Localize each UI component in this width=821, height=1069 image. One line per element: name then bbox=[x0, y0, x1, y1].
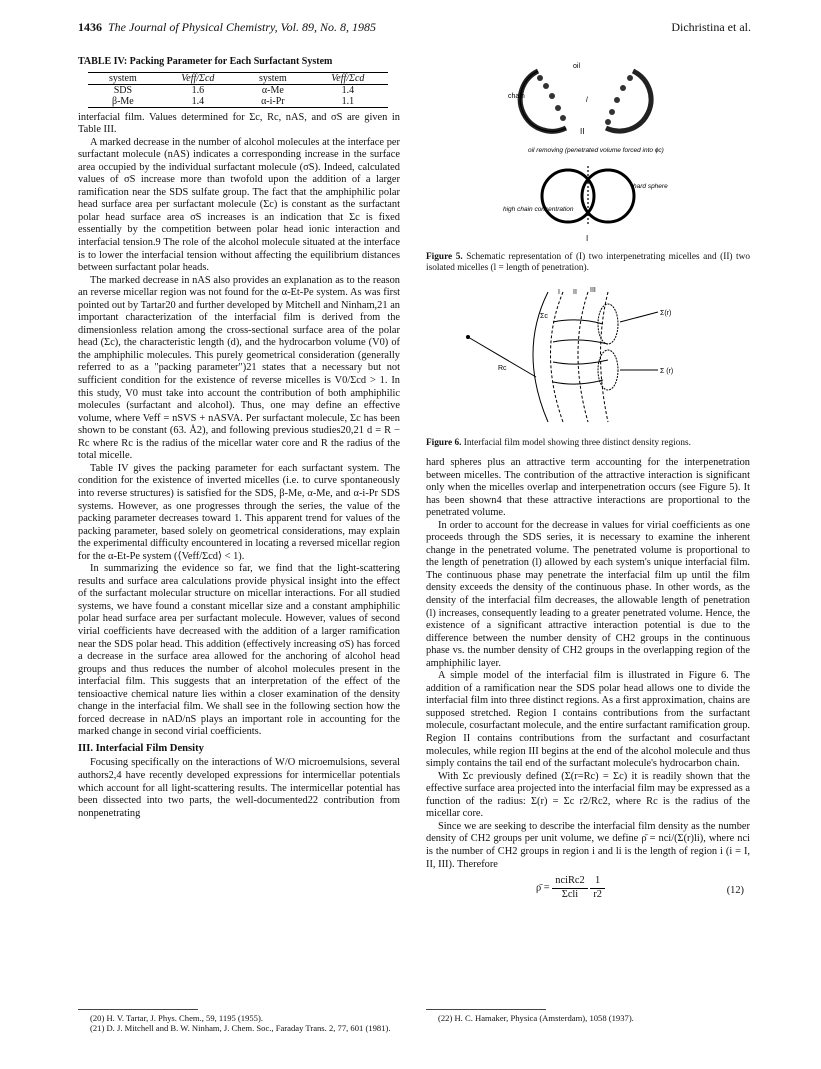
footnote-rule bbox=[426, 1009, 546, 1010]
roman-label: I bbox=[586, 234, 589, 243]
table-header: Veff/Σcd bbox=[308, 72, 388, 84]
right-column bbox=[426, 56, 750, 913]
equation-12 bbox=[426, 875, 750, 909]
body-paragraph: The marked decrease in nAS also provides an explanation as to the reason an reverse micellar region was not found for the α-Et-Pe system. As was first pointed out by Tartar20 and further developed by Mitchell and Ninham,21 an important characterization of the interfacial film is derived from the dimensionless relation among the cross-sectional surface area of the polar head (Σc), the characteristic length (d), and the hydrocarbon volume (V0) of the amphiphilic molecules. This purely geometrical consideration (generally referred to as a "packing parameter")21 states that a necessary but not sufficient condition for the existence of reverse micelles is V0/Σcd > 1. In this study, V0 must take into account the contribution of both amphiphilic molecules (surfactant and alcohol). Thus, one may define an effective volume, where Veff = nSVS + nASVA. Per surfactant molecule, Σc has been shown to be constant (63. Å2), and following previous studies20,21 d = R − Rc where Rc is the radius of the micellar water core and R the radius of the total micelle. bbox=[78, 274, 400, 462]
body-paragraph: Table IV gives the packing parameter for each surfactant system. The condition for the existence of inverted micelles (i.e. to curve spontaneously into reverse structures) is satisfied for the SDS, β-Me, α-Me, and α-i-Pr SDS systems. However, as one progresses through the series, the value of the packing parameter decreases toward 1. This apparent trend for values of the packing parameter, based solely on geometrical considerations, may explain the experimental difficulty encountered in locating a reversed micellar region for the α-Et-Pe system (⟨Veff/Σcd⟩ < 1). bbox=[78, 462, 400, 562]
running-header bbox=[78, 20, 751, 36]
body-paragraph: Since we are seeking to describe the interfacial film density as the number density of CH2 groups per unit volume, we define ρ̄ = nci/(Σ(r)li), where nci is the number of CH2 groups in region i and li is the length of region i (i = I, II, III). Therefore bbox=[426, 820, 750, 870]
equation-denominator: Σcli bbox=[561, 888, 579, 900]
table-cell: α-i-Pr bbox=[238, 96, 308, 108]
equation-fraction bbox=[590, 875, 605, 901]
table-cell: 1.6 bbox=[191, 84, 205, 96]
table-row bbox=[88, 96, 388, 108]
journal-title: The Journal of Physical Chemistry, Vol. 89, No. 8, 1985 bbox=[108, 20, 376, 34]
region-label: III bbox=[590, 287, 596, 294]
footnotes-left bbox=[90, 1013, 402, 1033]
caption-label: Figure 5. bbox=[426, 252, 463, 262]
roman-label: II bbox=[580, 127, 585, 136]
table-header: system bbox=[88, 72, 158, 84]
body-paragraph: interfacial film. Values determined for Σc, Rc, nAS, and σS are given in Table III. bbox=[78, 111, 400, 136]
equation-lhs: ρ̄ = bbox=[536, 882, 550, 894]
equation-numerator: nciRc2 bbox=[552, 875, 587, 889]
body-paragraph: With Σc previously defined (Σ(r=Rc) = Σc) it is readily shown that the effective surface area projected into the interfacial film may be expressed as a function of the radius: Σ(r) = Σc r2/Rc2, where Rc is the radius of the micellar core. bbox=[426, 770, 750, 820]
figure-5 bbox=[468, 56, 708, 246]
body-paragraph: Focusing specifically on the interactions of W/O microemulsions, several authors2,4 have recently developed expressions for intermicellar potentials which account for all light-scattering results. The intermicellar potential has been dissected into two parts, the well-documented22 contribution from nonpenetrating bbox=[78, 757, 400, 819]
chain-label: chain bbox=[508, 93, 525, 100]
high-chain-label: high chain concentration bbox=[503, 206, 574, 213]
oil-label: oil bbox=[573, 63, 581, 70]
section-heading: III. Interfacial Film Density bbox=[78, 742, 204, 754]
table-header: system bbox=[238, 72, 308, 84]
body-paragraph: A marked decrease in the number of alcohol molecules at the interface per surfactant molecule (nAS) indicates a corresponding increase in the surface area occupied by the individual surfactant molecule (σS). Indeed, calculated values of σS increase more than twofold upon the addition of a larger ramification near the SDS sulfate group. The fact that the amphiphilic polar head surface area per surfactant molecule (Σc) is constant as the surfactant polar head surface area σS increases is an indication that Σc is fixed essentially by the competition between polar head ionic interaction and interfacial tension.9 The role of the alcohol molecule situated at the interface is to lower the interfacial tension without affecting the equilibrium distances between surfactant polar heads. bbox=[78, 136, 400, 274]
body-paragraph: hard spheres plus an attractive term accounting for the interpenetration between micelles. The contribution of the attractive interaction is significant only when the micelles overlap and interpenetration occurs (see Figure 5). It has been shown4 that these attractive interactions are proportional to the penetrated volume. bbox=[426, 457, 750, 519]
equation-fraction bbox=[552, 875, 587, 901]
sigma-r-label: Σ(r) bbox=[660, 310, 672, 317]
body-paragraph: In summarizing the evidence so far, we find that the light-scattering results and surface area calculations provide physical insight into the effect of the surfactant molecular structure on micellar interactions. For all studied systems, we have found a constant micellar size and a constant amphiphilic polar head surface area per surfactant molecule. However, values of second virial coefficients have decreased with the addition of a larger ramification near the SDS polar head. This addition (effectively increasing σS) has forced a decrease in the surface area allowed for the anchoring of alcohol head groups and thus reduces the number of alcohol molecules present in the interfacial film. This suggests that an interpretation of the effect of the tensioactive chemical nature lies within a closer examination of the density change in the interfacial film. We shall see in the following section how the forced decrease in nAD/nS plays an important role in accounting for the marked change in second virial coefficients. bbox=[78, 563, 400, 738]
footnote: (21) D. J. Mitchell and B. W. Ninham, J. Chem. Soc., Faraday Trans. 2, 77, 601 (1981). bbox=[90, 1023, 391, 1033]
caption-text: Schematic representation of (I) two interpenetrating micelles and (II) two isolated micelles (l = length of penetration). bbox=[426, 252, 750, 273]
figure-6-caption bbox=[426, 438, 750, 449]
figure-6-diagram bbox=[458, 282, 718, 432]
body-paragraph: A simple model of the interfacial film is illustrated in Figure 6. The addition of a ramification near the SDS polar head allows one to divide the interfacial film into three distinct regions. As a first approximation, chains are supposed stretched. Region I contains contributions from the surfactant molecule, cosurfactant molecule, and the entire surfactant ramification group. Region II contains contributions from the surfactant and cosurfactant molecules, while region III begins at the end of the alcohol molecule and thus simply contains the tail end of the surfactant molecule's hydrocarbon chain. bbox=[426, 670, 750, 770]
rc-label: Rc bbox=[498, 365, 507, 372]
penetration-length-label: l bbox=[586, 97, 588, 104]
oil-removing-label: oil removing (penetrated volume forced into ϕc) bbox=[528, 147, 664, 154]
sigma-r-label: Σ (r) bbox=[660, 368, 674, 375]
equation-denominator: r2 bbox=[593, 888, 602, 900]
table-cell: β-Me bbox=[88, 96, 158, 108]
equation-number: (12) bbox=[726, 885, 744, 897]
table-title: TABLE IV: Packing Parameter for Each Surfactant System bbox=[78, 56, 333, 67]
sigma-c-label: Σc bbox=[540, 313, 548, 320]
figure-6 bbox=[458, 282, 718, 432]
region-label: II bbox=[573, 289, 577, 296]
footnote-rule bbox=[78, 1009, 198, 1010]
page-number: 1436 bbox=[78, 20, 102, 34]
packing-parameter-table bbox=[88, 72, 388, 108]
left-column bbox=[78, 56, 400, 820]
table-cell: 1.4 bbox=[158, 96, 238, 108]
region-label: I bbox=[558, 289, 560, 296]
table-cell: α-Me bbox=[261, 84, 284, 96]
table-cell: 1.1 bbox=[308, 96, 388, 108]
caption-label: Figure 6. bbox=[426, 438, 462, 448]
table-row bbox=[88, 84, 388, 96]
body-paragraph: In order to account for the decrease in values for virial coefficients as one proceeds through the SDS series, it is necessary to examine the inherent change in the penetrated volume. The penetrated volume is proportional to the length of penetration (l) allowed by each system's unique interfacial film. The continuous phase may penetrate the interfacial film up until the film density exceeds the density of the continuous phase. In other words, as the density of the interfacial film decreases, the allowable length of penetration (l) increases, consequently leading to a greater penetrated volume. Hence, the existence of a significant attractive interaction potential is due to the difference between the number density of CH2 groups in the continuous phase vs. the number density of CH2 groups in the overlapping region of the amphiphilic layer. bbox=[426, 519, 750, 669]
caption-text: Interfacial film model showing three distinct density regions. bbox=[463, 438, 691, 448]
equation-body bbox=[536, 875, 605, 901]
running-authors: Dichristina et al. bbox=[671, 20, 751, 34]
table-cell: SDS bbox=[113, 84, 133, 96]
footnote: (22) H. C. Hamaker, Physica (Amsterdam), 1058 (1937). bbox=[438, 1013, 634, 1023]
hard-sphere-label: hard sphere bbox=[633, 183, 668, 190]
figure-5-diagram bbox=[468, 56, 708, 246]
table-header: Veff/Σcd bbox=[158, 72, 238, 84]
footnotes-right bbox=[438, 1013, 750, 1023]
footnote: (20) H. V. Tartar, J. Phys. Chem., 59, 1195 (1955). bbox=[90, 1013, 263, 1023]
table-cell: 1.4 bbox=[341, 84, 355, 96]
equation-numerator: 1 bbox=[590, 875, 605, 889]
figure-5-caption bbox=[426, 252, 750, 274]
